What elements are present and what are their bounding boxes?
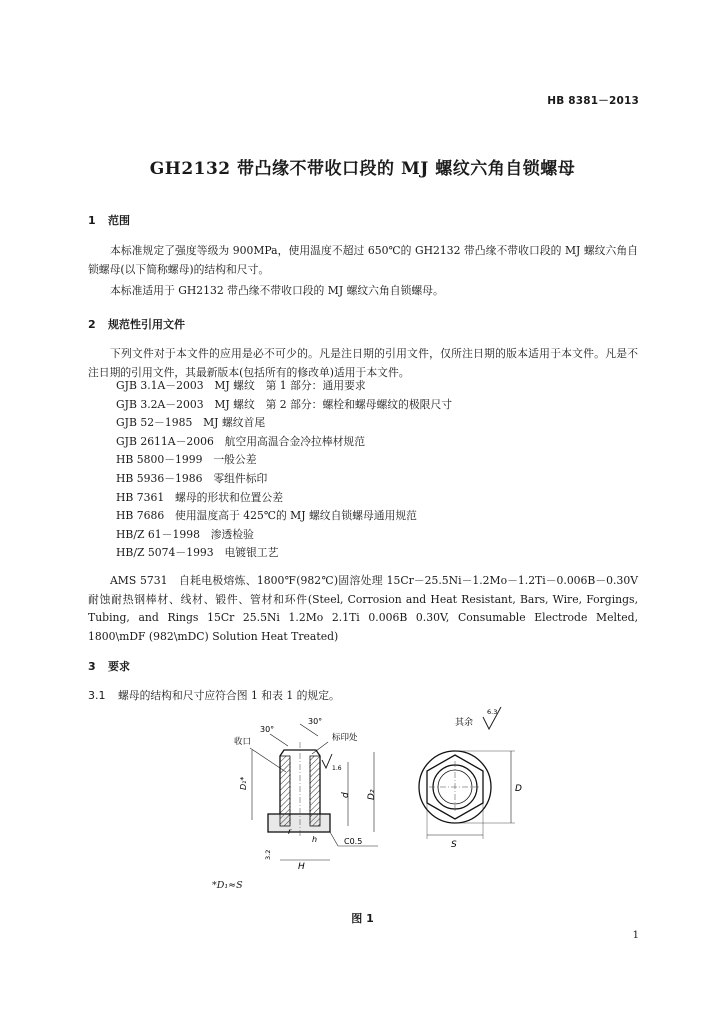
roughness-value: 6.3 <box>487 708 498 716</box>
subsection-3-1-text: 螺母的结构和尺寸应符合图 1 和表 1 的规定。 <box>118 689 340 702</box>
standard-number: HB 8381－2013 <box>547 95 639 107</box>
reference-item: GJB 52－1985 MJ 螺纹首尾 <box>116 416 266 430</box>
section-1-title: 范围 <box>108 214 130 227</box>
reference-item: HB 7686 使用温度高于 425℃的 MJ 螺纹自锁螺母通用规范 <box>116 509 417 523</box>
reference-item: GJB 3.1A－2003 MJ 螺纹 第 1 部分：通用要求 <box>116 379 366 392</box>
section-2-number: 2 <box>88 318 96 331</box>
surface-finish-icon <box>322 754 332 768</box>
reference-item: HB/Z 5074－1993 电镀银工艺 <box>116 546 279 560</box>
nut-top-view <box>415 735 535 855</box>
section-3-number: 3 <box>88 660 96 673</box>
dim-H-label: H <box>298 862 305 872</box>
dim-D2-label: D₂ <box>367 789 377 800</box>
reference-item: HB/Z 61－1998 渗透检验 <box>116 527 254 541</box>
roughness-3-2-label: 3.2 <box>264 849 272 860</box>
section-3-title: 要求 <box>108 660 130 673</box>
dim-d-label: d <box>341 792 351 798</box>
dim-D1-label: D₁* <box>239 776 248 790</box>
shoukou-label: 收口 <box>234 737 252 747</box>
chamfer-label: C0.5 <box>344 837 363 846</box>
marking-area-label: 标印处 <box>332 733 358 743</box>
dim-r-label: r <box>288 827 292 836</box>
reference-item: HB 5936－1986 零组件标印 <box>116 471 268 485</box>
reference-list <box>116 377 452 563</box>
section-3-heading <box>88 658 130 674</box>
section-1-paragraph-2: 本标准适用于 GH2132 带凸缘不带收口段的 MJ 螺纹六角自锁螺母。 <box>110 284 444 297</box>
section-1-heading <box>88 212 130 228</box>
page-number: 1 <box>632 930 639 941</box>
section-1-paragraph-1: 本标准规定了强度等级为 900MPa，使用温度不超过 650℃的 GH2132 带凸缘不带收口段的 MJ 螺纹六角自锁螺母(以下简称螺母)的结构和尺寸。 <box>88 244 638 276</box>
roughness-symbol <box>453 705 513 735</box>
nut-side-section-view <box>228 712 398 872</box>
subsection-3-1-number: 3.1 <box>88 689 106 702</box>
figure-caption: 图 1 <box>351 912 374 925</box>
figure-footnote: *D₁≈S <box>212 880 243 891</box>
reference-item: GJB 2611A－2006 航空用高温合金冷拉棒材规范 <box>116 434 366 448</box>
section-2-heading <box>88 316 185 332</box>
roughness-label: 其余 <box>455 718 474 728</box>
reference-item: GJB 3.2A－2003 MJ 螺纹 第 2 部分：螺栓和螺母螺纹的极限尺寸 <box>116 397 453 411</box>
dim-D-label: D <box>515 784 522 794</box>
document-title: GH2132 带凸缘不带收口段的 MJ 螺纹六角自锁螺母 <box>149 159 576 179</box>
dim-h-label: h <box>312 835 318 844</box>
reference-item: HB 5800－1999 一般公差 <box>116 453 257 467</box>
angle-30-label-left: 30° <box>260 725 275 734</box>
dim-S-label: S <box>451 840 457 850</box>
section-2-title: 规范性引用文件 <box>108 318 185 331</box>
section-2-intro: 下列文件对于本文件的应用是必不可少的。凡是注日期的引用文件，仅所注日期的版本适用于本文件。凡是不注日期的引用文件，其最新版本(包括所有的修改单)适用于本文件。 <box>88 347 638 379</box>
reference-item: HB 7361 螺母的形状和位置公差 <box>116 490 284 504</box>
section-1-number: 1 <box>88 214 96 227</box>
angle-30-label-right: 30° <box>308 717 323 726</box>
surface-finish-value: 1.6 <box>332 765 342 772</box>
reference-ams-5731: AMS 5731 自耗电极熔炼、1800℉(982℃)固溶处理 15Cr－25.5Ni－1.2Mo－1.2Ti－0.006B－0.30V 耐蚀耐热钢棒材、线材、锻件、管材和环件(Steel, Corrosion and Heat Resistant, Bars, Wire, Forgings, Tubing, and Rings 15Cr 25.5Ni 1.2Mo 2.1Ti 0.006B 0.30V, Consumable Electrode Melted, 1800\mDF (982\mDC) Solution Heat Treated) <box>88 574 638 643</box>
subsection-3-1 <box>88 688 340 703</box>
